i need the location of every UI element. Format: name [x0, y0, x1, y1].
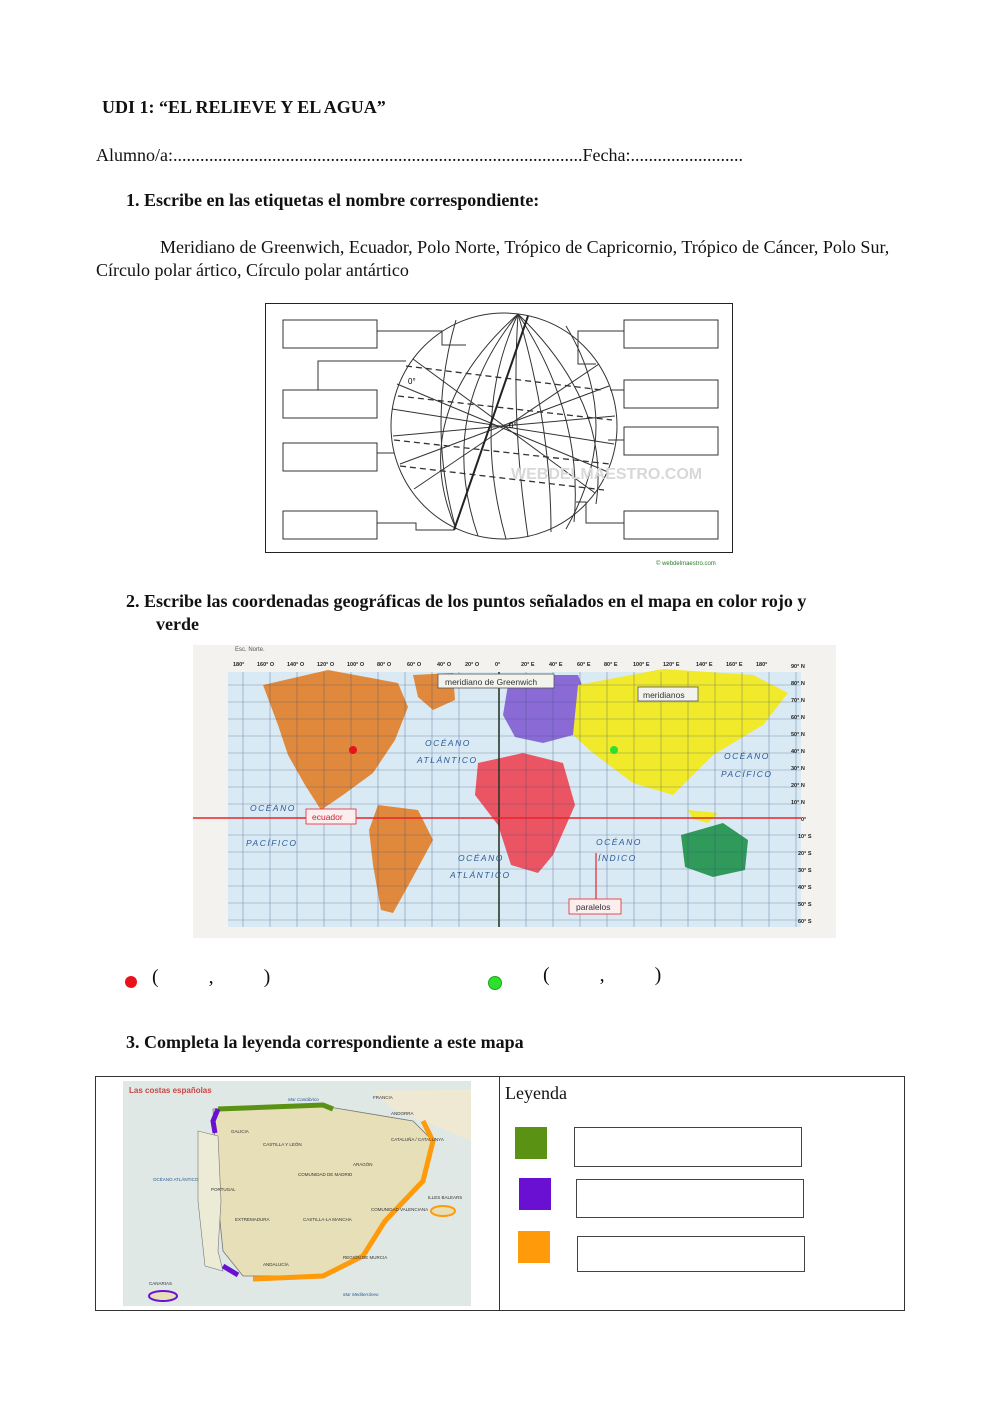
lat-tick: 30° N — [791, 766, 805, 772]
ocean-label: PACÍFICO — [721, 769, 773, 779]
lon-tick: 100° E — [633, 662, 650, 668]
map-text: ANDALUCÍA — [263, 1262, 289, 1267]
red-point-icon — [125, 976, 137, 988]
lat-tick: 70° N — [791, 698, 805, 704]
lat-tick: 50° S — [798, 902, 812, 908]
globe-drawing — [266, 304, 732, 566]
lat-tick: 40° S — [798, 885, 812, 891]
map-text: ILLES BALEARS — [428, 1195, 463, 1200]
map-text: PORTUGAL — [211, 1187, 236, 1192]
ocean-label: OCÉANO — [596, 837, 642, 847]
lon-tick: 60° E — [577, 662, 591, 668]
legend-title: Leyenda — [505, 1083, 567, 1103]
map-text: CASTILLA Y LEÓN — [263, 1142, 302, 1147]
world-map-drawing — [193, 645, 836, 938]
lon-tick: 140° O — [287, 662, 305, 668]
ocean-label: OCÉANO — [250, 803, 296, 813]
legend-swatch-orange — [518, 1231, 550, 1263]
lat-tick: 20° N — [791, 783, 805, 789]
lon-tick: 80° E — [604, 662, 618, 668]
lon-tick: 60° O — [407, 662, 422, 668]
lon-tick: 20° O — [465, 662, 480, 668]
map-text: COMUNIDAD DE MADRID — [298, 1172, 353, 1177]
legend-table — [95, 1076, 905, 1311]
ocean-label: PACÍFICO — [246, 838, 298, 848]
question-2-heading-cont: verde — [156, 614, 199, 634]
lat-tick: 30° S — [798, 868, 812, 874]
ocean-label: OCÉANO — [425, 738, 471, 748]
map-text: OCÉANO ATLÁNTICO — [153, 1177, 199, 1182]
green-point-icon — [488, 976, 502, 990]
lat-tick: 50° N — [791, 732, 805, 738]
lat-tick: 10° S — [798, 834, 812, 840]
table-divider — [499, 1077, 500, 1310]
red-coordinates-answer[interactable]: ( , ) — [152, 966, 271, 988]
lon-tick: 20° E — [521, 662, 535, 668]
legend-input-orange[interactable] — [577, 1236, 805, 1272]
map-text: ARAGÓN — [353, 1162, 373, 1167]
lat-tick: 80° N — [791, 681, 805, 687]
map-text: GALICIA — [231, 1129, 249, 1134]
ocean-label: OCÉANO — [458, 853, 504, 863]
lat-tick: 0° — [801, 817, 807, 823]
lon-tick: 100° O — [347, 662, 365, 668]
lon-tick: 0° — [495, 662, 501, 668]
label-greenwich: meridiano de Greenwich — [445, 677, 538, 687]
label-meridianos: meridianos — [643, 690, 685, 700]
lon-tick: 180° — [233, 662, 245, 668]
word-bank: Meridiano de Greenwich, Ecuador, Polo Norte, Trópico de Capricornio, Trópico de Cáncer, Polo Sur, Círculo polar ártico, Círculo polar antártico — [96, 237, 890, 280]
map-text: CANARIAS — [149, 1281, 173, 1286]
ocean-label: OCÉANO — [724, 751, 770, 761]
globe-label-0b: 0° — [509, 421, 517, 430]
lat-tick: 60° S — [798, 919, 812, 925]
map-text: EXTREMADURA — [235, 1217, 270, 1222]
lon-tick: 120° O — [317, 662, 335, 668]
lon-tick: 140° E — [696, 662, 713, 668]
lat-tick: 60° N — [791, 715, 805, 721]
spain-map-drawing — [123, 1081, 471, 1306]
spain-coasts-map — [123, 1081, 471, 1306]
lon-tick: 40° E — [549, 662, 563, 668]
map-text: Mar Mediterráneo — [343, 1292, 379, 1297]
world-map — [193, 645, 836, 938]
ocean-label: ÍNDICO — [598, 853, 637, 863]
lon-tick: 160° O — [257, 662, 275, 668]
lon-tick: 80° O — [377, 662, 392, 668]
lat-tick: 10° N — [791, 800, 805, 806]
ocean-label: ATLÁNTICO — [417, 755, 478, 765]
legend-input-purple[interactable] — [576, 1179, 804, 1218]
lat-tick: 20° S — [798, 851, 812, 857]
lon-tick: 160° E — [726, 662, 743, 668]
map-text: CASTILLA-LA MANCHA — [303, 1217, 352, 1222]
legend-swatch-green — [515, 1127, 547, 1159]
lat-tick: 40° N — [791, 749, 805, 755]
page-title: UDI 1: “EL RELIEVE Y EL AGUA” — [102, 97, 386, 117]
spain-map-title: Las costas españolas — [129, 1086, 212, 1095]
watermark: WEBDELMAESTRO.COM — [511, 466, 703, 483]
credit-text: © webdelmaestro.com — [656, 561, 716, 567]
label-ecuador: ecuador — [312, 812, 343, 822]
map-text: Mar Cantábrico — [288, 1097, 319, 1102]
globe-label-0a: 0° — [408, 377, 416, 386]
top-note: Esc. Norte. — [235, 647, 265, 653]
student-line[interactable]: Alumno/a:...........................................................................................Fecha:......................... — [96, 145, 743, 165]
globe-figure — [265, 303, 733, 567]
map-text: COMUNIDAD VALENCIANA — [371, 1207, 429, 1212]
label-paralelos: paralelos — [576, 902, 611, 912]
ocean-label: ATLÁNTICO — [450, 870, 511, 880]
map-text: CATALUÑA / CATALUNYA — [391, 1137, 444, 1142]
green-coordinates-answer[interactable]: ( , ) — [543, 964, 662, 986]
map-text: ANDORRA — [391, 1111, 414, 1116]
map-text: FRANCIA — [373, 1095, 393, 1100]
question-2-heading: 2. Escribe las coordenadas geográficas de los puntos señalados en el mapa en color rojo y — [126, 591, 807, 611]
question-1-heading: 1. Escribe en las etiquetas el nombre correspondiente: — [126, 190, 540, 210]
legend-swatch-purple — [519, 1178, 551, 1210]
lon-tick: 40° O — [437, 662, 452, 668]
lon-tick: 180° — [756, 662, 768, 668]
legend-input-green[interactable] — [574, 1127, 802, 1167]
map-text: REGIÓN DE MURCIA — [343, 1255, 388, 1260]
question-3-heading: 3. Completa la leyenda correspondiente a este mapa — [126, 1032, 524, 1052]
lat-tick: 90° N — [791, 664, 805, 670]
lon-tick: 120° E — [663, 662, 680, 668]
